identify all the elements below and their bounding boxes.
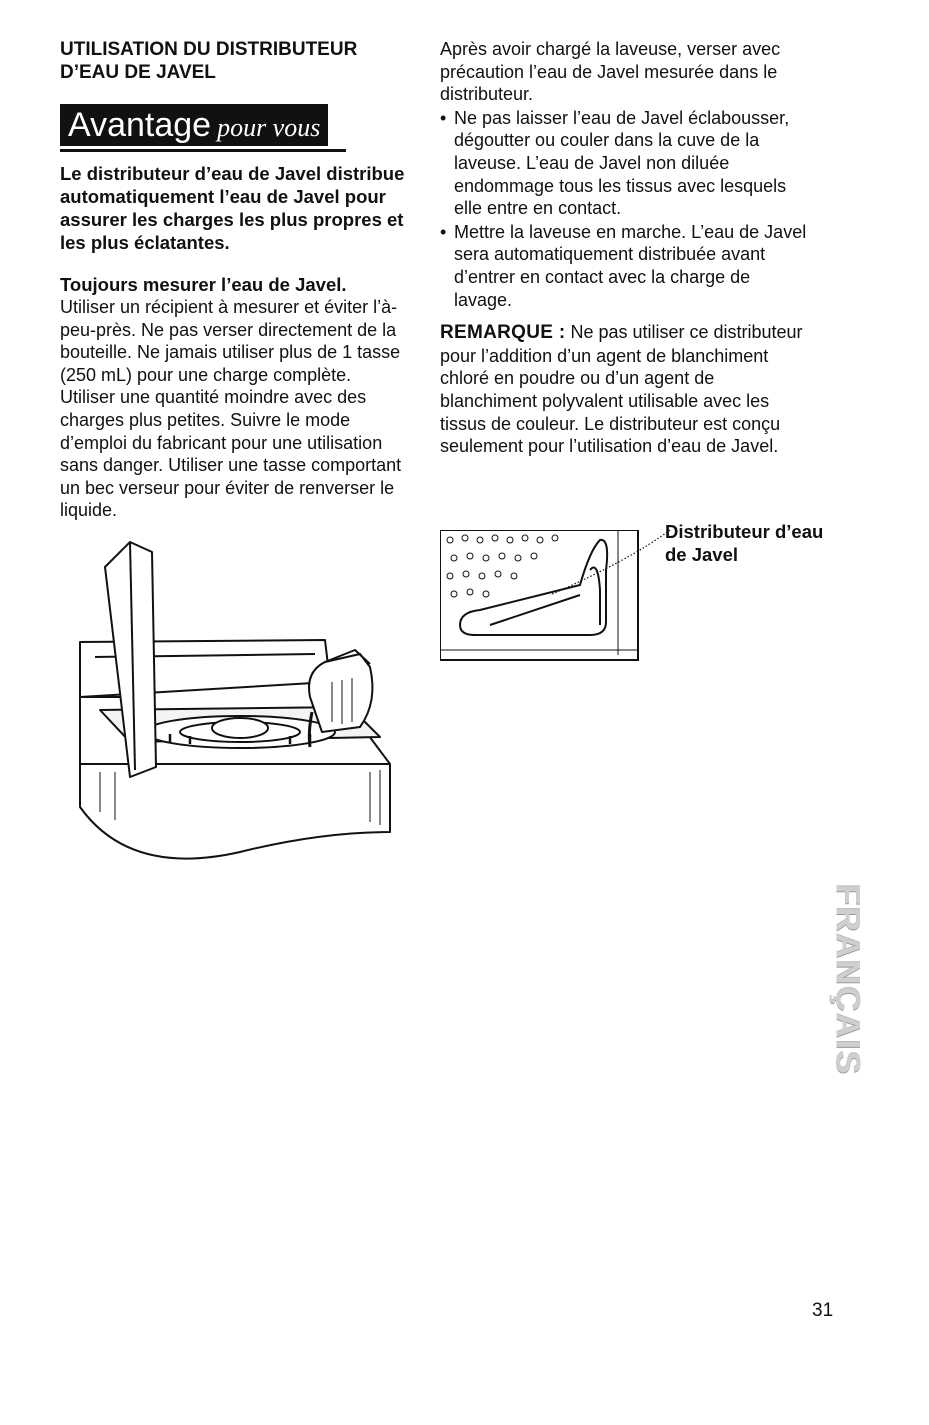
badge-sub-text: pour vous (217, 113, 321, 142)
washer-illustration (60, 532, 405, 877)
measure-title: Toujours mesurer l’eau de Javel. (60, 274, 347, 295)
list-item (440, 107, 810, 220)
right-intro: Après avoir chargé la laveuse, verser avec précaution l’eau de Javel mesurée dans le distributeur. (440, 39, 781, 105)
list-item (440, 221, 810, 311)
intro-paragraph: Le distributeur d’eau de Javel distribue automatiquement l’eau de Javel pour assurer les charges les plus propres et les plus éclatantes. (60, 163, 405, 253)
remark-label: REMARQUE : (440, 322, 566, 344)
remark-body: Ne pas utiliser ce distributeur pour l’addition d’un agent de blanchiment chloré en poudre ou d’un agent de blanchiment polyvalent utilisable avec les tissus de couleur. Le distributeur est conçu seulement pour l’utilisation d’eau de Javel. (440, 322, 803, 457)
avantage-badge (60, 104, 328, 146)
badge-underline (60, 149, 346, 152)
bullet-text: Mettre la laveuse en marche. L’eau de Javel sera automatiquement distribuée avant d’entrer en contact avec la charge de lavage. (454, 221, 807, 310)
measure-body: Utiliser un récipient à mesurer et éviter l’à-peu-près. Ne pas verser directement de la bouteille. Ne jamais utiliser plus de 1 tasse (250 mL) pour une charge complète. Utiliser une quantité moindre avec des charges plus petites. Suivre le mode d’emploi du fabricant pour une utilisation sans danger. Utiliser une tasse comportant un bec verseur pour éviter de renverser le liquide. (60, 297, 402, 521)
section-heading: UTILISATION DU DISTRIBUTEUR D’EAU DE JAVEL (60, 39, 358, 83)
bullet-glyph: • (440, 107, 447, 128)
bullet-glyph: • (440, 221, 447, 242)
language-side-tab (828, 850, 867, 1110)
dispenser-callout: Distributeur d’eau de Javel (665, 521, 824, 565)
bullet-text: Ne pas laisser l’eau de Javel éclabousser, dégoutter ou couler dans la cuve de la laveuse. L’eau de Javel non diluée endommage tous les tissus avec lesquels elle entre en contact. (454, 107, 790, 219)
page-number: 31 (812, 1300, 834, 1321)
right-column (440, 38, 810, 458)
language-label: FRANÇAIS (828, 884, 867, 1076)
bullet-list (440, 107, 810, 311)
callout-leader (540, 520, 680, 600)
badge-main-text: Avantage (68, 106, 212, 144)
remark-paragraph (440, 321, 810, 458)
